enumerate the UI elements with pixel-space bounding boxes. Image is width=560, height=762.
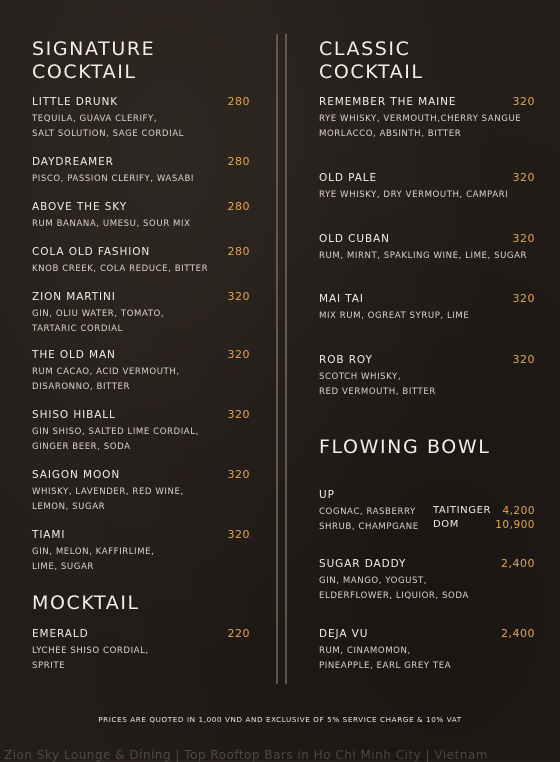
item-name: THE OLD MAN (32, 349, 116, 361)
item-ingredients: RYE WHISKY, DRY VERMOUTH, CAMPARI (319, 190, 509, 200)
menu-item-deja-vu (319, 627, 535, 673)
item-name: COLA OLD FASHION (32, 246, 151, 258)
menu-item-daydreamer (32, 155, 250, 187)
menu-item-tiami (32, 528, 250, 574)
item-name: DEJA VU (319, 628, 369, 640)
item-price: 320 (227, 528, 250, 541)
item-price: 320 (512, 171, 535, 184)
item-ingredients: RUM CACAO, ACID VERMOUTH, DISARONNO, BITTER (32, 367, 180, 392)
option-taitinger-label: TAITINGER (433, 505, 492, 516)
item-ingredients: RYE WHISKY, VERMOUTH,CHERRY SANGUE MORLACCO, ABSINTH, BITTER (319, 114, 522, 139)
item-price: 280 (227, 245, 250, 258)
item-ingredients: GIN, MANGO, YOGUST, ELDERFLOWER, LIQUIOR, SODA (319, 576, 469, 601)
item-price: 280 (227, 200, 250, 213)
signature-cocktail-title: SIGNATURE COCKTAIL (32, 38, 156, 83)
item-price: 320 (227, 468, 250, 481)
menu-item-saigon-moon (32, 468, 250, 514)
item-ingredients: LYCHEE SHISO CORDIAL, SPRITE (32, 646, 149, 671)
menu-item-old-cuban (319, 232, 535, 264)
item-ingredients: MIX RUM, OGREAT SYRUP, LIME (319, 311, 470, 321)
item-name: ROB ROY (319, 354, 373, 366)
item-price: 2,400 (501, 627, 535, 640)
option-dom-price: 10,900 (495, 519, 535, 531)
column-divider-right (285, 34, 287, 684)
option-dom-label: DOM (433, 519, 459, 530)
item-price: 280 (227, 155, 250, 168)
menu-item-rob-roy (319, 353, 535, 399)
menu-item-sugar-daddy (319, 557, 535, 603)
item-ingredients: PISCO, PASSION CLERIFY, WASABI (32, 174, 194, 184)
menu-item-zion-martini (32, 290, 250, 336)
item-price: 320 (512, 292, 535, 305)
item-name: ABOVE THE SKY (32, 201, 128, 213)
item-name: UP (319, 489, 335, 501)
menu-item-little-drunk (32, 95, 250, 141)
item-ingredients: TEQUILA, GUAVA CLERIFY, SALT SOLUTION, SAGE CORDIAL (32, 114, 184, 139)
menu-item-up (319, 488, 535, 532)
item-ingredients: SCOTCH WHISKY, RED VERMOUTH, BITTER (319, 372, 436, 397)
item-price: 280 (227, 95, 250, 108)
item-ingredients: GIN, OLIU WATER, TOMATO, TARTARIC CORDIAL (32, 309, 165, 334)
price-note: PRICES ARE QUOTED IN 1,000 VND AND EXCLUSIVE OF 5% SERVICE CHARGE & 10% VAT (98, 715, 462, 724)
item-name: REMEMBER THE MAINE (319, 96, 457, 108)
flowing-bowl-title: FLOWING BOWL (319, 436, 491, 458)
item-ingredients: WHISKY, LAVENDER, RED WINE, LEMON, SUGAR (32, 487, 184, 512)
item-name: ZION MARTINI (32, 291, 116, 303)
item-name: SUGAR DADDY (319, 558, 407, 570)
mocktail-title: MOCKTAIL (32, 592, 140, 614)
item-name: DAYDREAMER (32, 156, 114, 168)
menu-item-above-the-sky (32, 200, 250, 232)
item-price: 2,400 (501, 557, 535, 570)
menu-item-remember-the-maine (319, 95, 535, 141)
item-name: OLD PALE (319, 172, 378, 184)
item-price: 320 (227, 290, 250, 303)
menu-item-shiso-hiball (32, 408, 250, 454)
item-ingredients: RUM BANANA, UMESU, SOUR MIX (32, 219, 191, 229)
item-ingredients: KNOB CREEK, COLA REDUCE, BITTER (32, 264, 209, 274)
item-price: 320 (512, 95, 535, 108)
item-ingredients: RUM, CINAMOMON, PINEAPPLE, EARL GREY TEA (319, 646, 452, 671)
classic-cocktail-title: CLASSIC COCKTAIL (319, 38, 424, 83)
menu-item-emerald (32, 627, 250, 673)
item-price: 320 (512, 353, 535, 366)
item-name: MAI TAI (319, 293, 364, 305)
menu-item-mai-tai (319, 292, 535, 324)
item-name: SAIGON MOON (32, 469, 121, 481)
item-ingredients: RUM, MIRNT, SPAKLING WINE, LIME, SUGAR (319, 251, 528, 261)
column-divider-left (276, 34, 278, 684)
item-name: SHISO HIBALL (32, 409, 116, 421)
item-ingredients: GIN, MELON, KAFFIRLIME, LIME, SUGAR (32, 547, 155, 572)
item-price: 320 (227, 348, 250, 361)
menu-item-old-pale (319, 171, 535, 203)
option-taitinger-price: 4,200 (502, 505, 535, 517)
item-name: EMERALD (32, 628, 89, 640)
item-ingredients: COGNAC, RASBERRY SHRUB, CHAMPGANE (319, 507, 419, 532)
item-ingredients: GIN SHISO, SALTED LIME CORDIAL, GINGER BEER, SODA (32, 427, 199, 452)
item-name: OLD CUBAN (319, 233, 390, 245)
item-name: TIAMI (32, 529, 66, 541)
menu-item-the-old-man (32, 348, 250, 394)
menu-item-cola-old-fashion (32, 245, 250, 277)
item-price: 320 (227, 408, 250, 421)
item-price: 320 (512, 232, 535, 245)
image-caption: Zion Sky Lounge & Dining | Top Rooftop Bars in Ho Chi Minh City | Vietnam (4, 748, 488, 762)
item-name: LITTLE DRUNK (32, 96, 119, 108)
item-price: 220 (227, 627, 250, 640)
